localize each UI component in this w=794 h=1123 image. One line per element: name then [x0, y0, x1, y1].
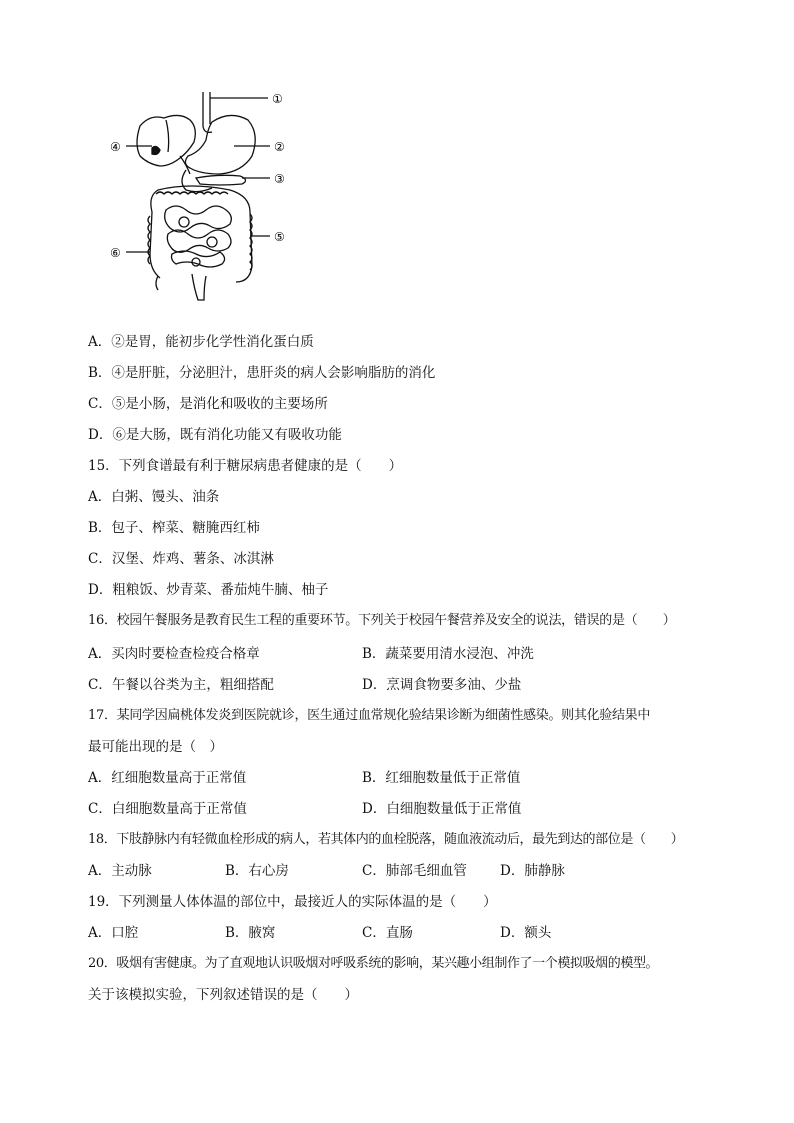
- q15-option-d: D．粗粮饭、炒青菜、番茄炖牛腩、柚子: [88, 582, 329, 598]
- q19-option-a: A．口腔: [88, 925, 139, 941]
- q14-option-b: B．④是肝脏，分泌胆汁，患肝炎的病人会影响脂肪的消化: [88, 365, 436, 381]
- q16-option-b: B．蔬菜要用清水浸泡、冲洗: [362, 646, 534, 662]
- q15-option-a: A．白粥、馒头、油条: [88, 489, 220, 505]
- q14-option-d: D．⑥是大肠，既有消化功能又有吸收功能: [88, 427, 342, 443]
- q17-option-b: B．红细胞数量低于正常值: [362, 770, 521, 786]
- q15-stem: 15．下列食谱最有利于糖尿病患者健康的是（ ）: [88, 458, 403, 474]
- q16-option-c: C．午餐以谷类为主，粗细搭配: [88, 677, 274, 693]
- q15-option-c: C．汉堡、炸鸡、薯条、冰淇淋: [88, 551, 274, 567]
- figure-label-1: ①: [272, 92, 283, 106]
- q19-option-c: C．直肠: [362, 925, 413, 941]
- q16-option-a: A．买肉时要检查检疫合格章: [88, 646, 260, 662]
- q19-stem: 19．下列测量人体体温的部位中，最接近人的实际体温的是（ ）: [88, 894, 497, 910]
- q19-option-d: D．额头: [500, 925, 552, 941]
- q19-option-b: B．腋窝: [225, 925, 276, 941]
- q18-option-d: D．肺静脉: [500, 863, 565, 879]
- figure-label-5: ⑤: [274, 230, 285, 244]
- q20-stem-line1: 20．吸烟有害健康。为了直观地认识吸烟对呼吸系统的影响，某兴趣小组制作了一个模拟吸烟的模型。: [88, 956, 659, 971]
- digestive-organs-drawing: [126, 92, 270, 300]
- q20-stem-line2: 关于该模拟实验，下列叙述错误的是（ ）: [88, 987, 358, 1003]
- q18-option-b: B．右心房: [225, 863, 289, 879]
- q18-stem: 18．下肢静脉内有轻微血栓形成的病人，若其体内的血栓脱落，随血液流动后，最先到达的部位是（ ）: [88, 832, 684, 847]
- q17-option-c: C．白细胞数量高于正常值: [88, 801, 247, 817]
- figure-label-6: ⑥: [110, 246, 121, 260]
- q14-option-c: C．⑤是小肠，是消化和吸收的主要场所: [88, 396, 328, 412]
- q18-option-c: C．肺部毛细血管: [362, 863, 467, 879]
- figure-label-3: ③: [274, 172, 285, 186]
- figure-label-2: ②: [274, 140, 285, 154]
- q17-stem-line2: 最可能出现的是（ ）: [88, 739, 223, 755]
- q16-stem: 16．校园午餐服务是教育民生工程的重要环节。下列关于校园午餐营养及安全的说法，错误的是（ ）: [88, 613, 676, 628]
- q17-stem-line1: 17．某同学因扁桃体发炎到医院就诊，医生通过血常规化验结果诊断为细菌性感染。则其化验结果中: [88, 708, 651, 723]
- figure-label-4: ④: [110, 140, 121, 154]
- q17-option-a: A．红细胞数量高于正常值: [88, 770, 247, 786]
- q14-option-a: A．②是胃，能初步化学性消化蛋白质: [88, 334, 314, 350]
- q17-option-d: D．白细胞数量低于正常值: [362, 801, 522, 817]
- digestive-system-diagram: [100, 86, 300, 310]
- q18-option-a: A．主动脉: [88, 863, 152, 879]
- q16-option-d: D．烹调食物要多油、少盐: [362, 677, 522, 693]
- q15-option-b: B．包子、榨菜、糖腌西红柿: [88, 520, 260, 536]
